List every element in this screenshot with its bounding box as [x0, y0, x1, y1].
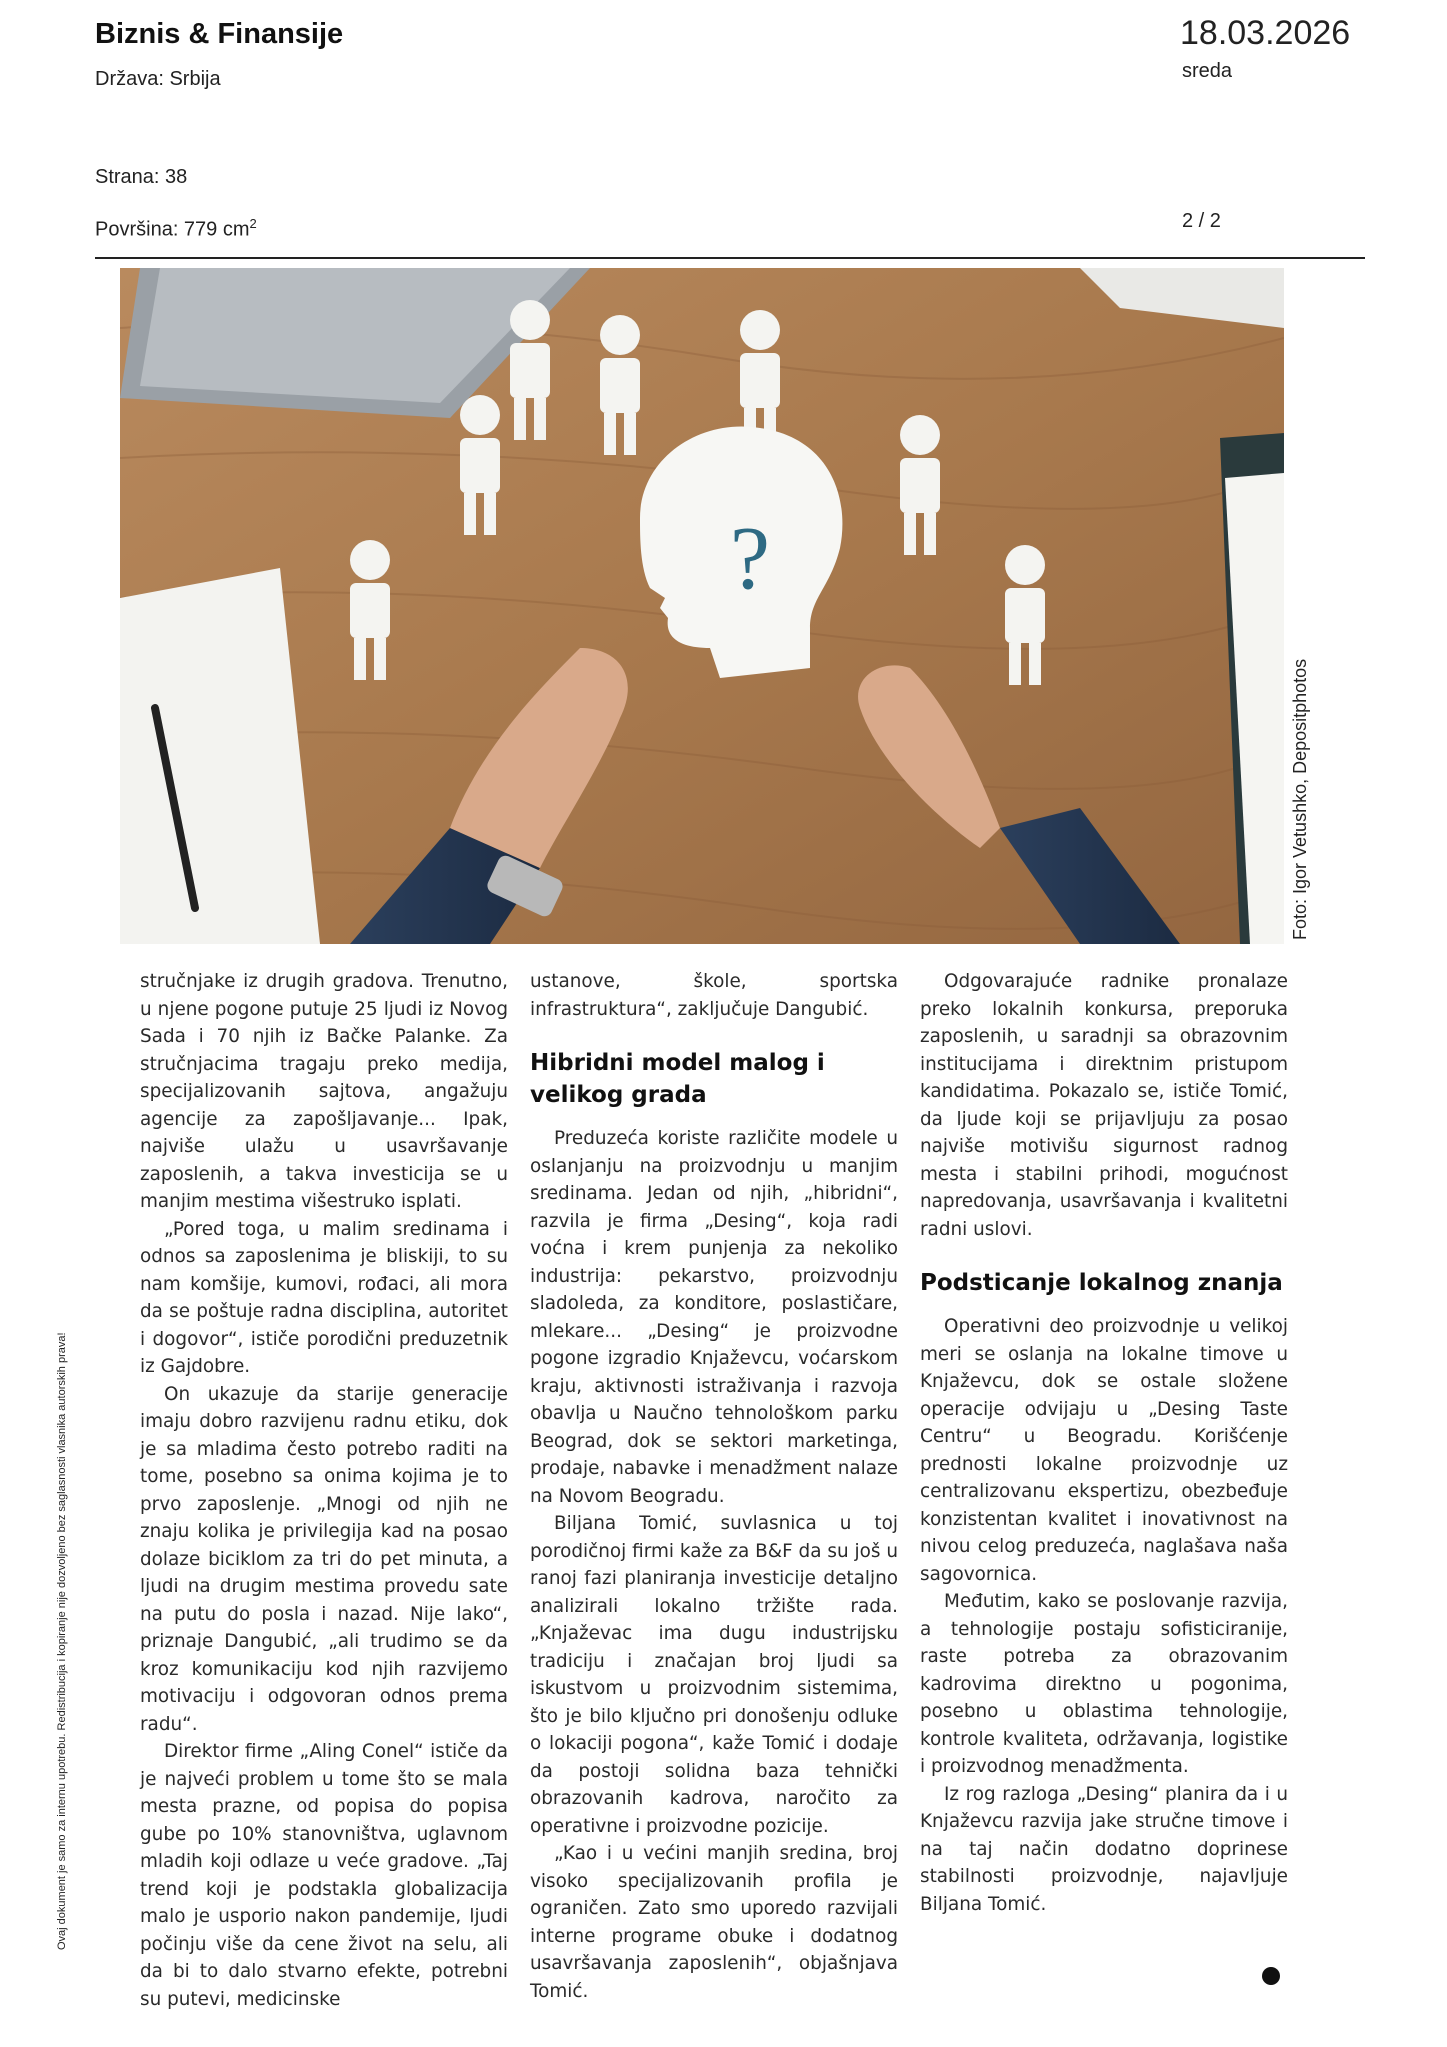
photo-credit: Foto: Igor Vetushko, Depositphotos: [1290, 658, 1310, 940]
issue-date: 18.03.2026: [1180, 14, 1351, 52]
section-heading: Podsticanje lokalnog znanja: [920, 1270, 1283, 1296]
page-number: Strana: 38: [95, 166, 188, 188]
header-divider: [95, 257, 1365, 259]
paragraph: ustanove, škole, sportska infrastruktura“, zaključuje Dangubić.: [530, 971, 898, 1020]
issue-day: sreda: [1182, 60, 1233, 82]
photo-illustration: [120, 268, 1284, 944]
paragraph: Međutim, kako se poslovanje razvija, a tehnologije postaju sofisticiranije, raste potreba za obrazovanim kadrovima direktno u pogonima, posebno u oblastima tehnologije, kontrole kvaliteta, održavanja, logistike i proizvodnog menadžmenta.: [920, 1591, 1288, 1777]
paragraph: „Pored toga, u malim sredinama i odnos sa zaposlenima je bliskiji, to su nam komšije, kumovi, rođaci, ali mora da se poštuje radna disciplina, autoritet i dogovor“, ističe porodični preduzetnik iz Gajdobre.: [140, 1218, 508, 1377]
paragraph: Biljana Tomić, suvlasnica u toj porodičnoj firmi kaže za B&F da su još u ranoj fazi planiranja investicije detaljno analizirali lokalno tržište rada. „Knjaževac ima dugu industrijsku tradiciju i značajan broj ljudi sa iskustvom u proizvodnim sistemima, što je bilo ključno pri donošenju odluke o lokaciji pogona“, kaže Tomić i dodaje da postoji solidna baza tehnički obrazovanih kadrova, naročito za operativne i proizvodne pozicije.: [530, 1513, 898, 1837]
question-mark-icon: ?: [730, 509, 770, 608]
area-value: Površina: 779 cm: [95, 218, 250, 241]
area-superscript: 2: [249, 216, 257, 231]
publication-title: Biznis & Finansije: [95, 18, 344, 50]
paragraph: Odgovarajuće radnike pronalaze preko lokalnih konkursa, preporuka zaposlenih, u saradnji sa obrazovnim institucijama i direktnim pristupom kandidatima. Pokazalo se, ističe Tomić, da ljude koji se prijavljuju za posao najviše motivišu sigurnost radnog mesta i stabilni prihodi, mogućnost napredovanja, usavršavanja i kvalitetni radni uslovi.: [920, 971, 1288, 1240]
paragraph: Preduzeća koriste različite modele u oslanjanju na proizvodnju u manjim sredinama. Jedan od njih, „hibridni“, razvila je firma „Desing“, koja radi voćna i krem punjenja za nekoliko industrija: pekarstvo, proizvodnju sladoleda, za konditore, poslastičare, mlekare... „Desing“ je proizvodne pogone izgradio Knjaževcu, voćarskom kraju, aktivnosti istraživanja i razvoja obavlja u Naučno tehnološkom parku Beograd, dok se sektori marketinga, prodaje, nabavke i menadžment nalaze na Novom Beogradu.: [530, 1128, 898, 1507]
copyright-notice: Ovaj dokument je samo za internu upotrebu. Redistribucija i kopiranje nije dozvoljeno bez saglasnosti vlasnika autorskih prava!: [56, 1332, 68, 1950]
article-end-marker: [1262, 1967, 1280, 1985]
section-heading: Hibridni model malog i velikog grada: [530, 1050, 825, 1108]
article-column-3: [920, 968, 1288, 1918]
area-label: [95, 216, 257, 242]
paragraph: On ukazuje da starije generacije imaju dobro razvijenu radnu etiku, dok je sa mladima često potrebo raditi na tome, posebno sa onima kojima je to prvo zaposlenje. „Mnogi od njih ne znaju kolika je privilegija kad na posao dolaze biciklom za tri do pet minuta, a ljudi na drugim mestima provedu sate na putu do posla i nazad. Nije lako“, priznaje Dangubić, „ali trudimo se da kroz komunikaciju kod njih razvijemo motivaciju i odgovoran odnos prema radu“.: [140, 1383, 508, 1735]
page-count: 2 / 2: [1182, 210, 1221, 232]
paragraph: Direktor firme „Aling Conel“ ističe da je najveći problem u tome što se mala mesta prazne, od popisa do popisa gube po 10% stanovništva, uglavnom mladih koji odlaze u veće gradove. „Taj trend koji je podstakla globalizacija malo je usporio nakon pandemije, ljudi počinju više da cene život na selu, ali da bi to dalo stvarno efekte, potrebni su putevi, medicinske: [140, 1741, 508, 2010]
country-label: Država: Srbija: [95, 68, 221, 90]
article-column-1: [140, 968, 508, 2013]
paragraph: „Kao i u većini manjih sredina, broj visoko specijalizovanih profila je ograničen. Zato smo uporedo razvijali interne programe obuke i dodatnog usavršavanja zaposlenih“, objašnjava Tomić.: [530, 1843, 898, 2002]
paragraph: stručnjake iz drugih gradova. Trenutno, u njene pogone putuje 25 ljudi iz Novog Sada i 70 njih iz Bačke Palanke. Za stručnjacima tragaju preko medija, specijalizovanih sajtova, angažuju agencije za zapošljavanje... Ipak, najviše ulažu u usavršavanje zaposlenih, a takva investicija se u manjim mestima višestruko isplati.: [140, 971, 508, 1212]
article-column-2: [530, 968, 898, 2005]
paragraph: Operativni deo proizvodnje u velikoj meri se oslanja na lokalne timove u Knjaževcu, dok se ostale složene operacije odvijaju u „Desing Taste Centru“ u Beogradu. Korišćenje prednosti lokalne proizvodnje uz centralizovanu ekspertizu, obezbeđuje konzistentan kvalitet i inovativnost na nivou celog preduzeća, naglašava naša sagovornica.: [920, 1316, 1288, 1585]
paragraph: Iz rog razloga „Desing“ planira da i u Knjaževcu razvija jake stručne timove i na taj način dodatno doprinese stabilnosti proizvodnje, najavljuje Biljana Tomić.: [920, 1783, 1288, 1915]
article-photo: [120, 268, 1284, 944]
